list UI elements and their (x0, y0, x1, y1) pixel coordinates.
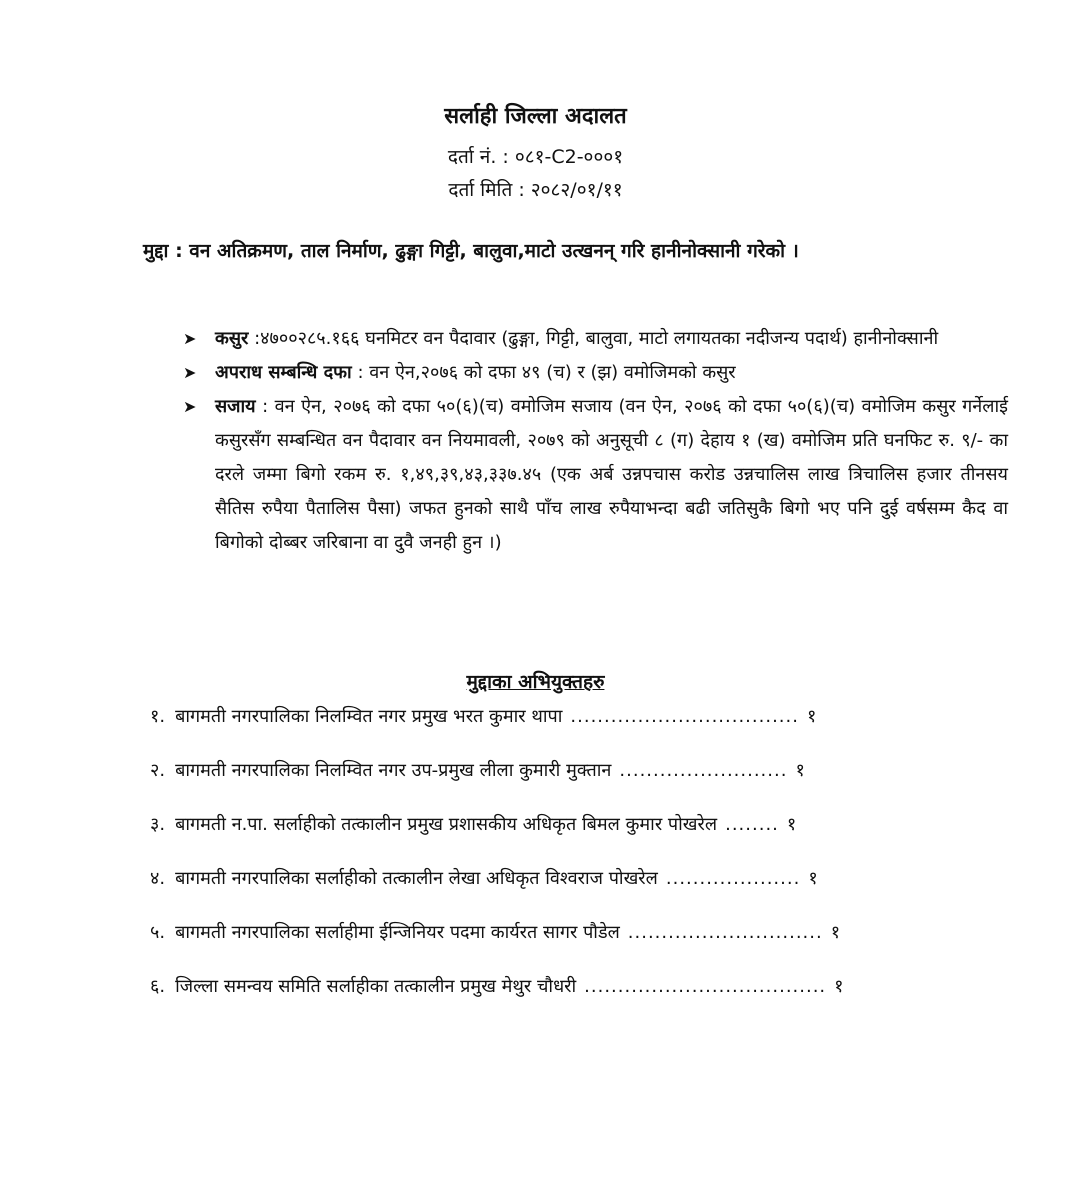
leader-dots: .................... (665, 868, 801, 889)
accused-count: १ (806, 706, 817, 727)
accused-number: ३. (150, 814, 166, 835)
charge-offense (183, 322, 1008, 356)
leader-dots: ............................. (627, 922, 823, 943)
list-item (150, 916, 1000, 970)
accused-name: बागमती नगरपालिका सर्लाहीको तत्कालीन लेखा अधिकृत विश्वराज पोखरेल (175, 868, 658, 889)
list-item (150, 700, 1000, 754)
accused-count: १ (830, 922, 841, 943)
accused-count: १ (808, 868, 818, 889)
accused-name: बागमती न.पा. सर्लाहीको तत्कालीन प्रमुख प्रशासकीय अधिकृत बिमल कुमार पोखरेल (175, 814, 718, 835)
leader-dots: ........ (725, 814, 779, 835)
accused-number: ६. (150, 976, 166, 997)
leader-dots: .................................... (584, 976, 827, 997)
accused-heading (0, 668, 1071, 694)
charge-section-label: अपराध सम्बन्धि दफा (215, 362, 352, 383)
charge-section (183, 356, 1008, 390)
charge-punishment-text: : वन ऐन, २०७६ को दफा ५०(६)(च) वमोजिम सजाय (वन ऐन, २०७६ को दफा ५०(६)(च) वमोजिम कसुर गर्नेलाई कसुरसँग सम्बन्धित वन पैदावार वन नियमावली, २०७९ को अनुसूची ८ (ग) देहाय १ (ख) वमोजिम प्रति घनफिट रु. ९/- का दरले जम्मा बिगो रकम रु. १,४९,३९,४३,३३७.४५ (एक अर्ब उन्नपचास करोड उन्नचालिस लाख त्रिचालिस हजार तीनसय सैतिस रुपैया पैतालिस पैसा) जफत हुनको साथै पाँच लाख रुपैयाभन्दा बढी जतिसुकै बिगो भए पनि दुई वर्षसम्म कैद वा बिगोको दोब्बर जरिबाना वा दुवै जनही हुन ।) (215, 396, 1008, 553)
accused-count: १ (834, 976, 844, 997)
arrow-bullet-icon: ➤ (183, 363, 197, 382)
accused-name: जिल्ला समन्वय समिति सर्लाहीका तत्कालीन प्रमुख मेथुर चौधरी (175, 976, 577, 997)
accused-number: ५. (150, 922, 166, 943)
charge-offense-text: :४७००२८५.१६६ घनमिटर वन पैदावार (ढुङ्गा, गिट्टी, बालुवा, माटो लगायतका नदीजन्य पदार्थ) हानीनोक्सानी (248, 328, 939, 349)
charge-punishment (183, 390, 1008, 560)
charge-section-text: : वन ऐन,२०७६ को दफा ४९ (च) र (झ) वमोजिमको कसुर (351, 362, 736, 383)
list-item (150, 862, 1000, 916)
registration-date: दर्ता मिति : २०८२/०१/११ (448, 179, 623, 201)
registration-number: दर्ता नं. : ०८१-C2-०००१ (447, 146, 624, 168)
leader-dots: .................................. (570, 706, 799, 727)
list-item (150, 754, 1000, 808)
charge-offense-label: कसुर (215, 328, 249, 349)
accused-name: बागमती नगरपालिका सर्लाहीमा ईन्जिनियर पदमा कार्यरत सागर पौडेल (175, 922, 620, 943)
charge-punishment-label: सजाय (215, 396, 256, 417)
accused-heading-text: मुद्दाका अभियुक्तहरु (466, 671, 605, 693)
accused-name: बागमती नगरपालिका निलम्वित नगर उप-प्रमुख लीला कुमारी मुक्तान (175, 760, 612, 781)
accused-count: १ (795, 760, 805, 781)
case-subject: मुद्दा : वन अतिक्रमण, ताल निर्माण, ढुङ्गा गिट्टी, बालुवा,माटो उत्खनन् गरि हानीनोक्सानी गरेको । (143, 240, 799, 262)
list-item (150, 808, 1000, 862)
arrow-bullet-icon: ➤ (183, 397, 197, 416)
accused-number: १. (150, 706, 166, 727)
arrow-bullet-icon: ➤ (183, 329, 197, 348)
accused-number: ४. (150, 868, 166, 889)
accused-number: २. (150, 760, 166, 781)
accused-name: बागमती नगरपालिका निलम्वित नगर प्रमुख भरत कुमार थापा (175, 706, 563, 727)
accused-list (150, 700, 1000, 1024)
accused-count: १ (786, 814, 797, 835)
charge-details (183, 322, 1008, 560)
leader-dots: ......................... (619, 760, 788, 781)
list-item (150, 970, 1000, 1024)
court-name: सर्लाही जिल्ला अदालत (444, 104, 627, 129)
